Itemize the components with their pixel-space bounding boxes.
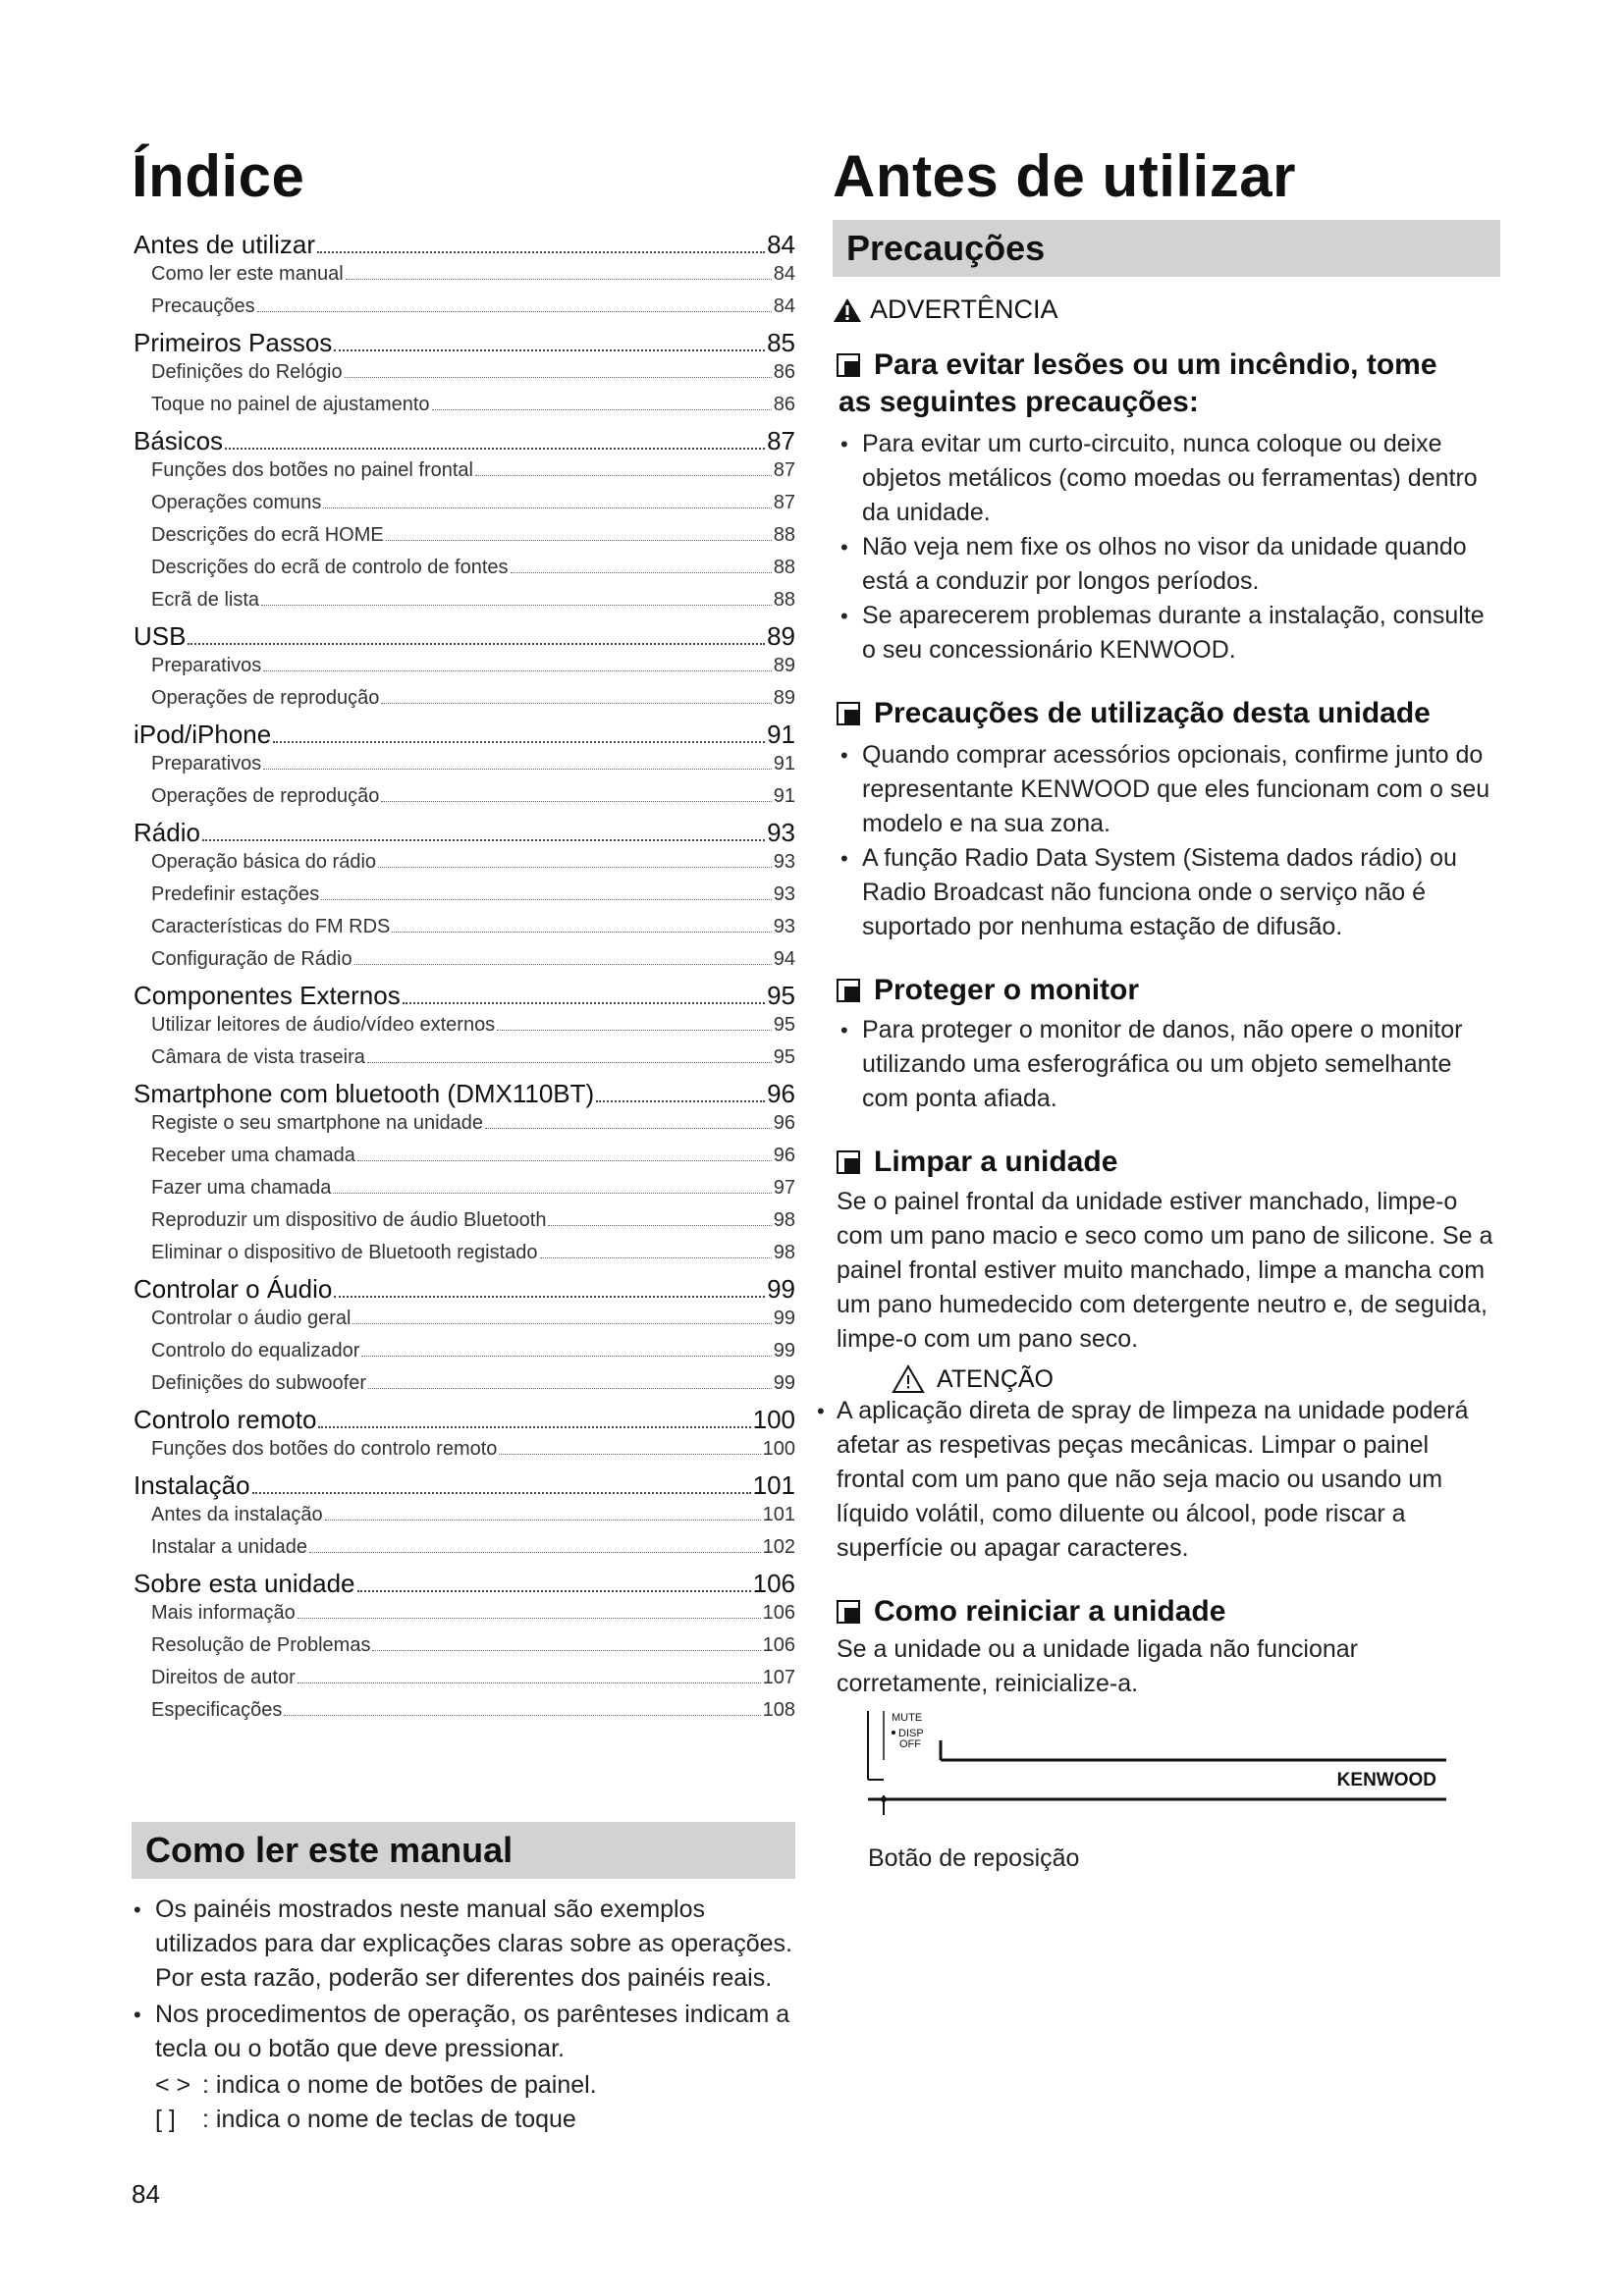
subheading bbox=[833, 695, 1500, 732]
toc-page-number: 98 bbox=[773, 1209, 795, 1231]
toc-page-number: 89 bbox=[773, 655, 795, 676]
toc-dot-leader bbox=[202, 839, 765, 841]
toc-section-entry bbox=[132, 1536, 795, 1569]
toc-section-entry bbox=[132, 1340, 795, 1372]
toc-dot-leader bbox=[381, 703, 771, 704]
toc-entry-label: Características do FM RDS bbox=[151, 916, 391, 937]
how-to-bullet: • Os painéis mostrados neste manual são exemplos utilizados para dar explicações claras sobre as operações. Por esta razão, poderão ser diferentes dos painéis reais. bbox=[132, 1893, 795, 1996]
legend-symbol: [ ] bbox=[155, 2106, 176, 2133]
toc-dot-leader bbox=[485, 1128, 772, 1129]
toc-page-number: 95 bbox=[773, 1046, 795, 1068]
toc-entry-label: Receber uma chamada bbox=[151, 1145, 355, 1166]
toc-section-entry bbox=[132, 459, 795, 492]
before-use-title: Antes de utilizar bbox=[833, 143, 1296, 209]
toc-entry-label: Mais informação bbox=[151, 1602, 296, 1624]
toc-entry-label: Operação básica do rádio bbox=[151, 851, 377, 873]
toc-dot-leader bbox=[261, 605, 772, 606]
precaution-bullet: • Para proteger o monitor de danos, não opere o monitor utilizando uma esferográfica ou um objeto semelhante com ponta afiada. bbox=[833, 1013, 1500, 1116]
toc-entry-label: Antes de utilizar bbox=[134, 230, 315, 259]
toc-dot-leader bbox=[357, 1590, 751, 1592]
toc-dot-leader bbox=[263, 769, 771, 770]
subheading-continued bbox=[833, 384, 1500, 421]
toc-page-number: 89 bbox=[767, 621, 795, 651]
toc-entry-label: Sobre esta unidade bbox=[134, 1569, 355, 1598]
toc-dot-leader bbox=[596, 1100, 765, 1102]
toc-entry-label: Operações de reprodução bbox=[151, 785, 380, 807]
toc-page-number: 84 bbox=[773, 263, 795, 285]
toc-dot-leader bbox=[225, 448, 765, 450]
toc-dot-leader bbox=[499, 1454, 760, 1455]
toc-dot-leader bbox=[367, 1062, 772, 1063]
caution-label: ATENÇÃO bbox=[937, 1364, 1054, 1393]
mute-label: MUTE bbox=[892, 1712, 923, 1724]
toc-chapter-entry bbox=[132, 1470, 795, 1504]
toc-page-number: 95 bbox=[767, 981, 795, 1010]
toc-page-number: 100 bbox=[762, 1438, 795, 1460]
toc-dot-leader bbox=[497, 1030, 772, 1031]
toc-entry-label: Utilizar leitores de áudio/vídeo externos bbox=[151, 1014, 496, 1036]
subheading-text: Limpar a unidade bbox=[874, 1146, 1118, 1178]
toc-entry-label: Ecrã de lista bbox=[151, 589, 260, 611]
toc-chapter-entry bbox=[132, 1079, 795, 1112]
toc-entry-label: Primeiros Passos bbox=[134, 328, 333, 357]
toc-page-number: 84 bbox=[767, 230, 795, 259]
toc-entry-label: Definições do Relógio bbox=[151, 361, 343, 383]
page-number: 84 bbox=[132, 2179, 160, 2209]
table-of-contents bbox=[132, 230, 795, 1732]
square-bullet-icon bbox=[837, 353, 860, 377]
toc-dot-leader bbox=[273, 741, 765, 743]
toc-section-entry bbox=[132, 1602, 795, 1634]
toc-section-entry bbox=[132, 1209, 795, 1242]
toc-dot-leader bbox=[323, 507, 771, 508]
toc-dot-leader bbox=[432, 409, 772, 410]
toc-dot-leader bbox=[540, 1257, 772, 1258]
toc-entry-label: Controlar o áudio geral bbox=[151, 1308, 352, 1329]
toc-section-entry bbox=[132, 1145, 795, 1177]
precaution-block-injury bbox=[833, 347, 1500, 667]
subheading-text: Para evitar lesões ou um incêndio, tome bbox=[874, 348, 1437, 381]
toc-page-number: 102 bbox=[762, 1536, 795, 1558]
subheading bbox=[833, 1593, 1500, 1630]
precaution-bullet: • A função Radio Data System (Sistema dados rádio) ou Radio Broadcast não funciona onde o serviço não é suportado por nenhuma estação de difusão. bbox=[833, 841, 1500, 944]
toc-entry-label: Especificações bbox=[151, 1699, 283, 1721]
toc-entry-label: USB bbox=[134, 621, 187, 651]
toc-page-number: 99 bbox=[773, 1372, 795, 1394]
precaution-bullet: • Não veja nem fixe os olhos no visor da unidade quando está a conduzir por longos períodos. bbox=[833, 530, 1500, 599]
toc-page-number: 93 bbox=[773, 916, 795, 937]
toc-page-number: 99 bbox=[767, 1274, 795, 1304]
subheading-text: as seguintes precauções: bbox=[839, 386, 1199, 418]
toc-section-entry bbox=[132, 948, 795, 981]
toc-page-number: 88 bbox=[773, 589, 795, 611]
toc-dot-leader bbox=[548, 1225, 771, 1226]
toc-entry-label: Controlo remoto bbox=[134, 1405, 317, 1434]
toc-section-entry bbox=[132, 1699, 795, 1732]
toc-entry-label: Controlo do equalizador bbox=[151, 1340, 360, 1362]
how-to-read-section bbox=[132, 1822, 795, 2137]
toc-section-entry bbox=[132, 883, 795, 916]
before-use-heading bbox=[833, 143, 1500, 209]
toc-dot-leader bbox=[318, 1426, 750, 1428]
reset-diagram bbox=[862, 1711, 1451, 1839]
toc-entry-label: Controlar o Áudio bbox=[134, 1274, 333, 1304]
toc-dot-leader bbox=[345, 377, 772, 378]
toc-section-entry bbox=[132, 394, 795, 426]
toc-chapter-entry bbox=[132, 1569, 795, 1602]
toc-page-number: 108 bbox=[762, 1699, 795, 1721]
toc-chapter-entry bbox=[132, 1274, 795, 1308]
caution-header bbox=[833, 1364, 1500, 1394]
toc-section-entry bbox=[132, 916, 795, 948]
precaution-block-cleaning bbox=[833, 1144, 1500, 1566]
toc-dot-leader bbox=[298, 1682, 761, 1683]
toc-section-entry bbox=[132, 1372, 795, 1405]
subheading bbox=[833, 1144, 1500, 1181]
toc-chapter-entry bbox=[132, 720, 795, 753]
toc-entry-label: Funções dos botões no painel frontal bbox=[151, 459, 473, 481]
toc-page-number: 95 bbox=[773, 1014, 795, 1036]
warning-label: ADVERTÊNCIA bbox=[870, 294, 1058, 324]
toc-page-number: 91 bbox=[773, 785, 795, 807]
toc-entry-label: Registe o seu smartphone na unidade bbox=[151, 1112, 484, 1134]
toc-page-number: 86 bbox=[773, 361, 795, 383]
disp-label: DISP bbox=[898, 1728, 924, 1739]
toc-entry-label: Smartphone com bluetooth (DMX110BT) bbox=[134, 1079, 595, 1108]
toc-entry-label: Preparativos bbox=[151, 753, 262, 774]
caution-triangle-icon bbox=[892, 1364, 925, 1394]
reset-paragraph: Se a unidade ou a unidade ligada não funcionar corretamente, reinicialize-a. bbox=[837, 1635, 1358, 1697]
toc-chapter-entry bbox=[132, 818, 795, 851]
toc-page-number: 96 bbox=[773, 1145, 795, 1166]
toc-page-number: 87 bbox=[773, 459, 795, 481]
toc-page-number: 101 bbox=[762, 1504, 795, 1525]
toc-section-entry bbox=[132, 785, 795, 818]
toc-dot-leader bbox=[354, 964, 772, 965]
legend-symbol: < > bbox=[155, 2071, 191, 2099]
off-label: OFF bbox=[899, 1738, 921, 1750]
toc-page-number: 100 bbox=[752, 1405, 795, 1434]
precaution-bullet: • Se aparecerem problemas durante a instalação, consulte o seu concessionário KENWOOD. bbox=[833, 599, 1500, 667]
toc-entry-label: Componentes Externos bbox=[134, 981, 401, 1010]
toc-page-number: 96 bbox=[773, 1112, 795, 1134]
legend-line bbox=[132, 2103, 795, 2137]
toc-entry-label: Direitos de autor bbox=[151, 1667, 296, 1688]
toc-page-number: 85 bbox=[767, 328, 795, 357]
toc-section-entry bbox=[132, 753, 795, 785]
toc-entry-label: Instalar a unidade bbox=[151, 1536, 308, 1558]
toc-chapter-entry bbox=[132, 981, 795, 1014]
how-to-read-band bbox=[132, 1822, 795, 1879]
toc-dot-leader bbox=[372, 1650, 760, 1651]
toc-dot-leader bbox=[333, 1193, 771, 1194]
toc-page-number: 98 bbox=[773, 1242, 795, 1263]
square-bullet-icon bbox=[837, 1150, 860, 1174]
toc-dot-leader bbox=[361, 1356, 771, 1357]
toc-dot-leader bbox=[357, 1160, 772, 1161]
toc-page-number: 89 bbox=[773, 687, 795, 709]
toc-entry-label: Instalação bbox=[134, 1470, 250, 1500]
how-to-bullet: • Nos procedimentos de operação, os parênteses indicam a tecla ou o botão que deve pressionar. bbox=[132, 1998, 795, 2066]
toc-section-entry bbox=[132, 1634, 795, 1667]
toc-section-entry bbox=[132, 524, 795, 557]
unit-front-panel-illustration bbox=[862, 1711, 1451, 1839]
toc-dot-leader bbox=[334, 349, 765, 351]
toc-section-entry bbox=[132, 1308, 795, 1340]
toc-dot-leader bbox=[325, 1520, 761, 1521]
toc-section-entry bbox=[132, 589, 795, 621]
toc-entry-label: Preparativos bbox=[151, 655, 262, 676]
toc-page-number: 96 bbox=[767, 1079, 795, 1108]
toc-page-number: 94 bbox=[773, 948, 795, 970]
toc-page-number: 84 bbox=[773, 295, 795, 317]
legend-text: : indica o nome de teclas de toque bbox=[202, 2106, 576, 2133]
toc-section-entry bbox=[132, 687, 795, 720]
square-bullet-icon bbox=[837, 1600, 860, 1624]
toc-entry-label: Fazer uma chamada bbox=[151, 1177, 332, 1199]
toc-dot-leader bbox=[403, 1002, 765, 1004]
cleaning-paragraph: Se o painel frontal da unidade estiver manchado, limpe-o com um pano macio e seco como um pano de silicone. Se a painel frontal estiver muito manchado, limpe a mancha com um pano humedecido com detergente neutro e, de seguida, limpe-o com um pano seco. bbox=[837, 1188, 1493, 1353]
precaution-block-usage bbox=[833, 695, 1500, 944]
toc-page-number: 93 bbox=[767, 818, 795, 847]
toc-entry-label: Descrições do ecrã HOME bbox=[151, 524, 384, 546]
toc-dot-leader bbox=[386, 540, 772, 541]
legend-text: : indica o nome de botões de painel. bbox=[202, 2071, 597, 2099]
toc-entry-label: Funções dos botões do controlo remoto bbox=[151, 1438, 498, 1460]
toc-dot-leader bbox=[368, 1388, 772, 1389]
toc-section-entry bbox=[132, 655, 795, 687]
toc-entry-label: Eliminar o dispositivo de Bluetooth registado bbox=[151, 1242, 538, 1263]
reset-button-caption: Botão de reposição bbox=[868, 1844, 1080, 1872]
toc-dot-leader bbox=[188, 643, 765, 645]
legend-line bbox=[132, 2068, 795, 2103]
toc-page-number: 97 bbox=[773, 1177, 795, 1199]
toc-page-number: 88 bbox=[773, 524, 795, 546]
toc-section-entry bbox=[132, 1504, 795, 1536]
subheading-text: Proteger o monitor bbox=[874, 974, 1140, 1006]
toc-dot-leader bbox=[334, 1296, 765, 1298]
precaution-bullet: • Quando comprar acessórios opcionais, confirme junto do representante KENWOOD que eles funcionam com o seu modelo e na sua zona. bbox=[833, 738, 1500, 841]
precaution-bullet: • Para evitar um curto-circuito, nunca coloque ou deixe objetos metálicos (como moedas ou ferramentas) dentro da unidade. bbox=[833, 427, 1500, 530]
toc-dot-leader bbox=[511, 572, 772, 573]
toc-page-number: 88 bbox=[773, 557, 795, 578]
toc-page-number: 93 bbox=[773, 851, 795, 873]
kenwood-brand-label: KENWOOD bbox=[1336, 1770, 1436, 1790]
toc-dot-leader bbox=[321, 899, 772, 900]
toc-entry-label: Reproduzir um dispositivo de áudio Bluetooth bbox=[151, 1209, 547, 1231]
toc-section-entry bbox=[132, 557, 795, 589]
toc-entry-label: Câmara de vista traseira bbox=[151, 1046, 365, 1068]
toc-section-entry bbox=[132, 851, 795, 883]
toc-page-number: 106 bbox=[762, 1602, 795, 1624]
toc-section-entry bbox=[132, 1242, 795, 1274]
toc-dot-leader bbox=[475, 475, 772, 476]
toc-section-entry bbox=[132, 1177, 795, 1209]
toc-dot-leader bbox=[378, 867, 772, 868]
toc-dot-leader bbox=[284, 1715, 760, 1716]
index-column bbox=[132, 143, 795, 1732]
toc-section-entry bbox=[132, 263, 795, 295]
toc-section-entry bbox=[132, 1112, 795, 1145]
toc-page-number: 99 bbox=[773, 1340, 795, 1362]
toc-section-entry bbox=[132, 1667, 795, 1699]
subheading-text: Precauções de utilização desta unidade bbox=[874, 697, 1431, 729]
toc-entry-label: Antes da instalação bbox=[151, 1504, 323, 1525]
index-title: Índice bbox=[132, 143, 305, 209]
toc-entry-label: iPod/iPhone bbox=[134, 720, 272, 749]
toc-entry-label: Resolução de Problemas bbox=[151, 1634, 371, 1656]
precautions-title: Precauções bbox=[846, 228, 1046, 268]
toc-section-entry bbox=[132, 361, 795, 394]
index-heading bbox=[132, 143, 795, 209]
toc-chapter-entry bbox=[132, 328, 795, 361]
toc-page-number: 106 bbox=[762, 1634, 795, 1656]
toc-page-number: 87 bbox=[767, 426, 795, 455]
warning-header bbox=[833, 294, 1500, 325]
caution-bullet: • A aplicação direta de spray de limpeza na unidade poderá afetar as respetivas peças mecânicas. Limpar o painel frontal com um pano que não seja macio ou usando um líquido volátil, como diluente ou álcool, pode riscar a superfície ou apagar caracteres. bbox=[817, 1394, 1500, 1566]
toc-entry-label: Como ler este manual bbox=[151, 263, 344, 285]
toc-entry-label: Definições do subwoofer bbox=[151, 1372, 367, 1394]
precaution-block-monitor bbox=[833, 972, 1500, 1116]
toc-page-number: 91 bbox=[773, 753, 795, 774]
toc-dot-leader bbox=[252, 1492, 751, 1494]
toc-page-number: 106 bbox=[752, 1569, 795, 1598]
toc-entry-label: Rádio bbox=[134, 818, 200, 847]
warning-triangle-icon bbox=[833, 297, 862, 323]
subheading bbox=[833, 972, 1500, 1009]
toc-page-number: 99 bbox=[773, 1308, 795, 1329]
toc-section-entry bbox=[132, 1438, 795, 1470]
toc-page-number: 87 bbox=[773, 492, 795, 513]
precautions-column bbox=[833, 143, 1500, 1873]
toc-section-entry bbox=[132, 295, 795, 328]
toc-page-number: 91 bbox=[767, 720, 795, 749]
square-bullet-icon bbox=[837, 979, 860, 1002]
subheading bbox=[833, 347, 1500, 384]
how-to-read-title: Como ler este manual bbox=[145, 1830, 514, 1870]
toc-entry-label: Descrições do ecrã de controlo de fontes bbox=[151, 557, 509, 578]
toc-page-number: 107 bbox=[762, 1667, 795, 1688]
toc-section-entry bbox=[132, 492, 795, 524]
precautions-band bbox=[833, 220, 1500, 277]
toc-page-number: 101 bbox=[752, 1470, 795, 1500]
toc-entry-label: Básicos bbox=[134, 426, 224, 455]
toc-entry-label: Configuração de Rádio bbox=[151, 948, 352, 970]
toc-chapter-entry bbox=[132, 230, 795, 263]
toc-entry-label: Toque no painel de ajustamento bbox=[151, 394, 430, 415]
toc-chapter-entry bbox=[132, 1405, 795, 1438]
toc-chapter-entry bbox=[132, 426, 795, 459]
subheading-text: Como reiniciar a unidade bbox=[874, 1595, 1226, 1628]
toc-entry-label: Operações de reprodução bbox=[151, 687, 380, 709]
precaution-block-reset bbox=[833, 1593, 1500, 1873]
toc-dot-leader bbox=[352, 1323, 771, 1324]
toc-section-entry bbox=[132, 1014, 795, 1046]
square-bullet-icon bbox=[837, 702, 860, 725]
toc-entry-label: Precauções bbox=[151, 295, 255, 317]
toc-page-number: 86 bbox=[773, 394, 795, 415]
toc-dot-leader bbox=[298, 1618, 761, 1619]
toc-chapter-entry bbox=[132, 621, 795, 655]
toc-entry-label: Operações comuns bbox=[151, 492, 322, 513]
toc-dot-leader bbox=[263, 670, 771, 671]
toc-page-number: 93 bbox=[773, 883, 795, 905]
toc-dot-leader bbox=[317, 251, 765, 253]
toc-dot-leader bbox=[346, 279, 772, 280]
toc-dot-leader bbox=[309, 1552, 761, 1553]
toc-entry-label: Predefinir estações bbox=[151, 883, 320, 905]
toc-section-entry bbox=[132, 1046, 795, 1079]
toc-dot-leader bbox=[392, 932, 771, 933]
toc-dot-leader bbox=[257, 311, 772, 312]
toc-dot-leader bbox=[381, 801, 771, 802]
